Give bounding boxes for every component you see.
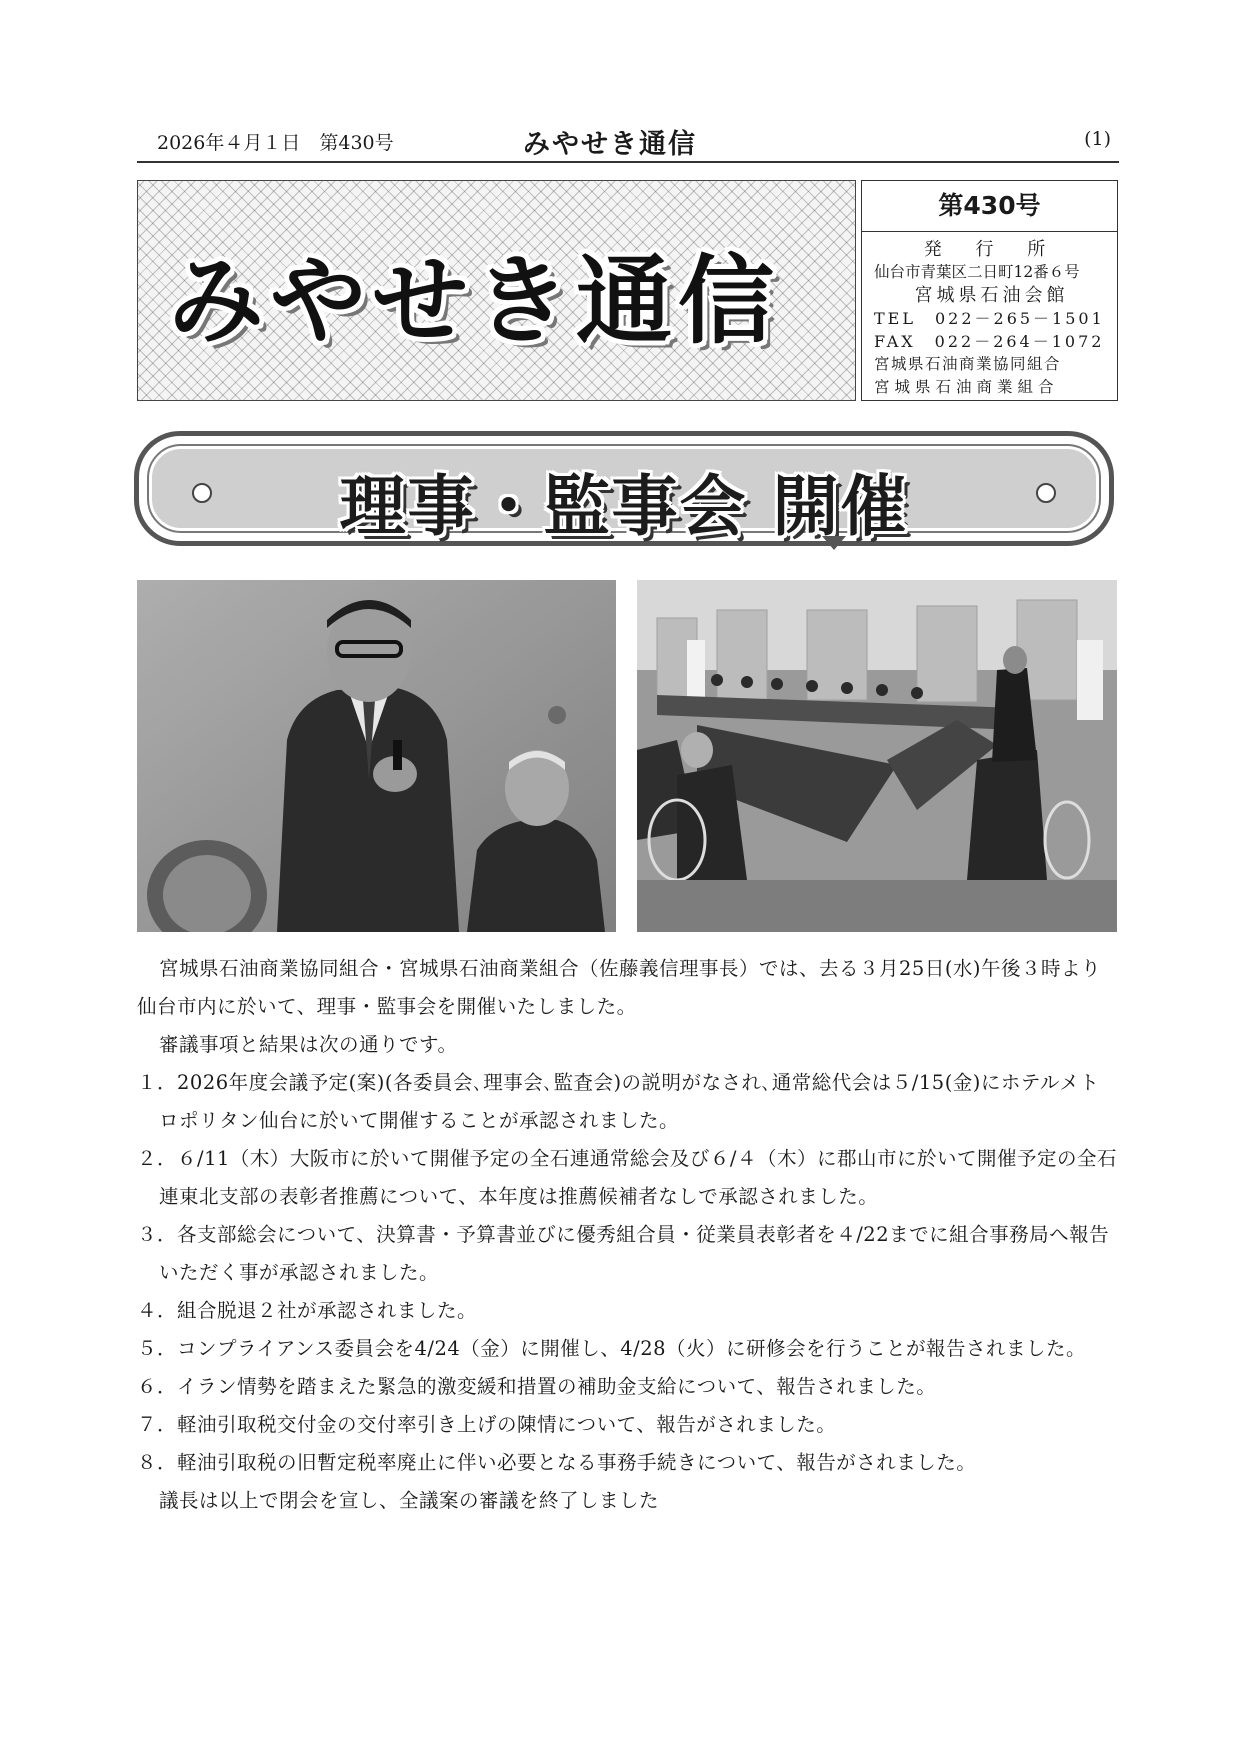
header-rule — [137, 161, 1119, 163]
closing-paragraph: 議長は以上で閉会を宣し、全議案の審議を終了しました — [159, 1489, 660, 1512]
page-number: (1) — [1084, 128, 1111, 150]
union-name: 宮城県石油商業組合 — [874, 378, 1059, 396]
agenda-item: ６．イラン情勢を踏まえた緊急的激変緩和措置の補助金支給について、報告されました。 — [137, 1375, 937, 1398]
union-name-cooperative: 宮城県石油商業協同組合 — [874, 355, 1062, 373]
issue-date: 2026年４月１日 第430号 — [157, 132, 394, 154]
agenda-item: １．2026年度会議予定(案)(各委員会､理事会､監査会)の説明がなされ､通常総代会は５/15(金)にホテルメトロポリタン仙台に於いて開催することが承認されました。 — [137, 1071, 1100, 1132]
agenda-item: ２．６/11（木）大阪市に於いて開催予定の全石連通常総会及び６/４（木）に郡山市に於いて開催予定の全石連東北支部の表彰者推薦について、本年度は推薦候補者なしで承認されました。 — [137, 1147, 1117, 1208]
headline-banner — [134, 431, 1114, 546]
agenda-item: ７．軽油引取税交付金の交付率引き上げの陳情について、報告がされました。 — [137, 1413, 837, 1436]
fax-number: FAX 022－264－1072 — [874, 332, 1105, 351]
publisher-label: 発 行 所 — [923, 239, 1060, 260]
agenda-item: ８．軽油引取税の旧暫定税率廃止に伴い必要となる事務手続きについて、報告がされました。 — [137, 1451, 977, 1474]
photo-meeting-room — [637, 580, 1117, 932]
agenda-item: ３．各支部総会について、決算書・予算書並びに優秀組合員・従業員表彰者を４/22までに組合事務局へ報告いただく事が承認されました。 — [137, 1223, 1110, 1284]
agenda-item: ５．コンプライアンス委員会を4/24（金）に開催し、4/28（火）に研修会を行うことが報告されました。 — [137, 1337, 1087, 1360]
publisher-name: 宮城県石油会館 — [914, 285, 1069, 306]
intro-paragraph-2: 審議事項と結果は次の通りです。 — [159, 1033, 458, 1056]
issue-number: 第430号 — [862, 181, 1117, 232]
photo-speaker — [137, 580, 616, 932]
running-header — [137, 122, 1119, 158]
publisher-info-box — [861, 180, 1118, 401]
masthead-title: みやせき通信 — [168, 244, 780, 357]
masthead — [137, 180, 856, 401]
running-title: みやせき通信 — [523, 129, 697, 160]
headline: 理事・監事会 開催 — [339, 468, 909, 545]
tel-number: TEL 022－265－1501 — [874, 309, 1105, 328]
article-body — [137, 950, 1119, 1520]
agenda-item: ４．組合脱退２社が承認されました。 — [137, 1299, 478, 1322]
publisher-address: 仙台市青葉区二日町12番６号 — [874, 263, 1080, 281]
banner-tail — [822, 536, 846, 550]
intro-paragraph: 宮城県石油商業協同組合・宮城県石油商業組合（佐藤義信理事長）では、去る３月25日(水)午後３時より仙台市内に於いて、理事・監事会を開催いたしました。 — [137, 957, 1102, 1018]
